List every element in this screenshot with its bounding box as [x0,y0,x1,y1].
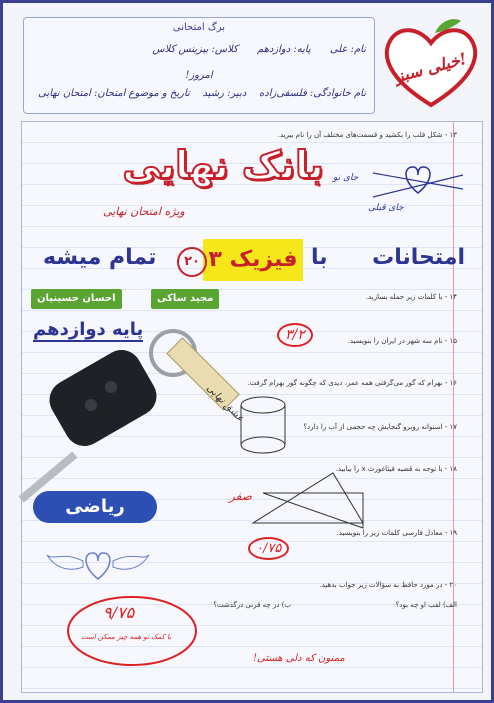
subject-name: فیزیک ۳ [208,247,298,272]
header-row-1 [32,44,366,62]
question-15: ۱۵ - نام سه شهر در ایران را بنویسید. [347,337,457,345]
author-2: احسان حسینیان [31,289,122,309]
teacher-field: دبیر: رشید [202,88,247,99]
name-field: نام: علی [329,44,366,55]
score-20-badge: ۲۰ [177,247,207,277]
question-16: ۱۶ - بهرام که گور می‌گرفتی همه عمر، دیدی که چگونه گور بهرام گرفت. [247,379,457,387]
question-18: ۱۸ - با توجه به قضیه فیثاغورث x را بیابید. [335,465,457,473]
question-14: ۱۴ - با کلمات زیر جمله بسازید. [365,293,457,301]
keytag-text: عشق نهایی [204,382,246,425]
exams-word: امتحانات [372,245,465,270]
authors [31,289,261,311]
exams-line [33,235,473,285]
winged-heart-icon [43,531,153,591]
book-title-block [43,133,403,228]
heart-label-new: جای نو [333,173,359,183]
exam-sheet-header [23,17,375,114]
question-20-a: الف) لقب او چه بود؟ [395,601,457,609]
author-1: مجید ساکی [151,289,219,309]
ends-word: تمام میشه [43,245,157,270]
with-word: با [311,245,328,270]
question-20-b: ب) در چه قرنی درگذشت؟ [213,601,291,609]
question-20: ۲۰ - در مورد حافظ به سؤالات زیر جواب بدهید. [319,581,457,589]
family-field: نام خانوادگی: فلسفی‌زاده [259,88,366,99]
car-key-illustration [13,323,253,513]
question-17: ۱۷ - استوانه روبرو گنجایش چه حجمی از آب را دارد؟ [303,423,457,431]
red-mark-1: ۳/۲ [277,323,313,347]
score-note: با کمک تو همه چیز ممکن است [81,633,172,641]
heart-label-old: جای قبلی [368,203,404,213]
grade-field: پایه: دوازدهم [256,44,311,55]
red-mark-2: ۰/۷۵ [248,537,289,560]
today-label: امروز! [185,70,213,81]
book-subtitle: ویژه امتحان نهایی [103,205,185,218]
red-mark-3: صفر [229,489,252,503]
subject-highlight [203,239,303,281]
header-row-2 [32,88,366,106]
kheili-sabz-logo [375,13,487,113]
book-title: بانک نهایی [122,143,324,187]
class-field: کلاس: بیزینس کلاس [152,44,238,55]
category-pill: ریاضی [33,491,157,523]
grade-label: پایه دوازدهم [33,319,144,340]
bottom-note: ممنون که دلی هستی! [253,653,345,664]
score-value: ۹/۷۵ [103,603,135,622]
logo-text: خیلی سبز! [393,48,469,87]
math-doodles [233,383,413,533]
question-19: ۱۹ - معادل فارسی کلمات زیر را بنویسید. [336,529,457,537]
date-field: تاریخ و موضوع امتحان: امتحان نهایی [38,88,190,99]
today-field [32,70,366,88]
header-title: برگ امتحانی [172,22,226,33]
question-13: ۱۳ - شکل قلب را بکشید و قسمت‌های مختلف آن را نام ببرید. [277,131,457,139]
